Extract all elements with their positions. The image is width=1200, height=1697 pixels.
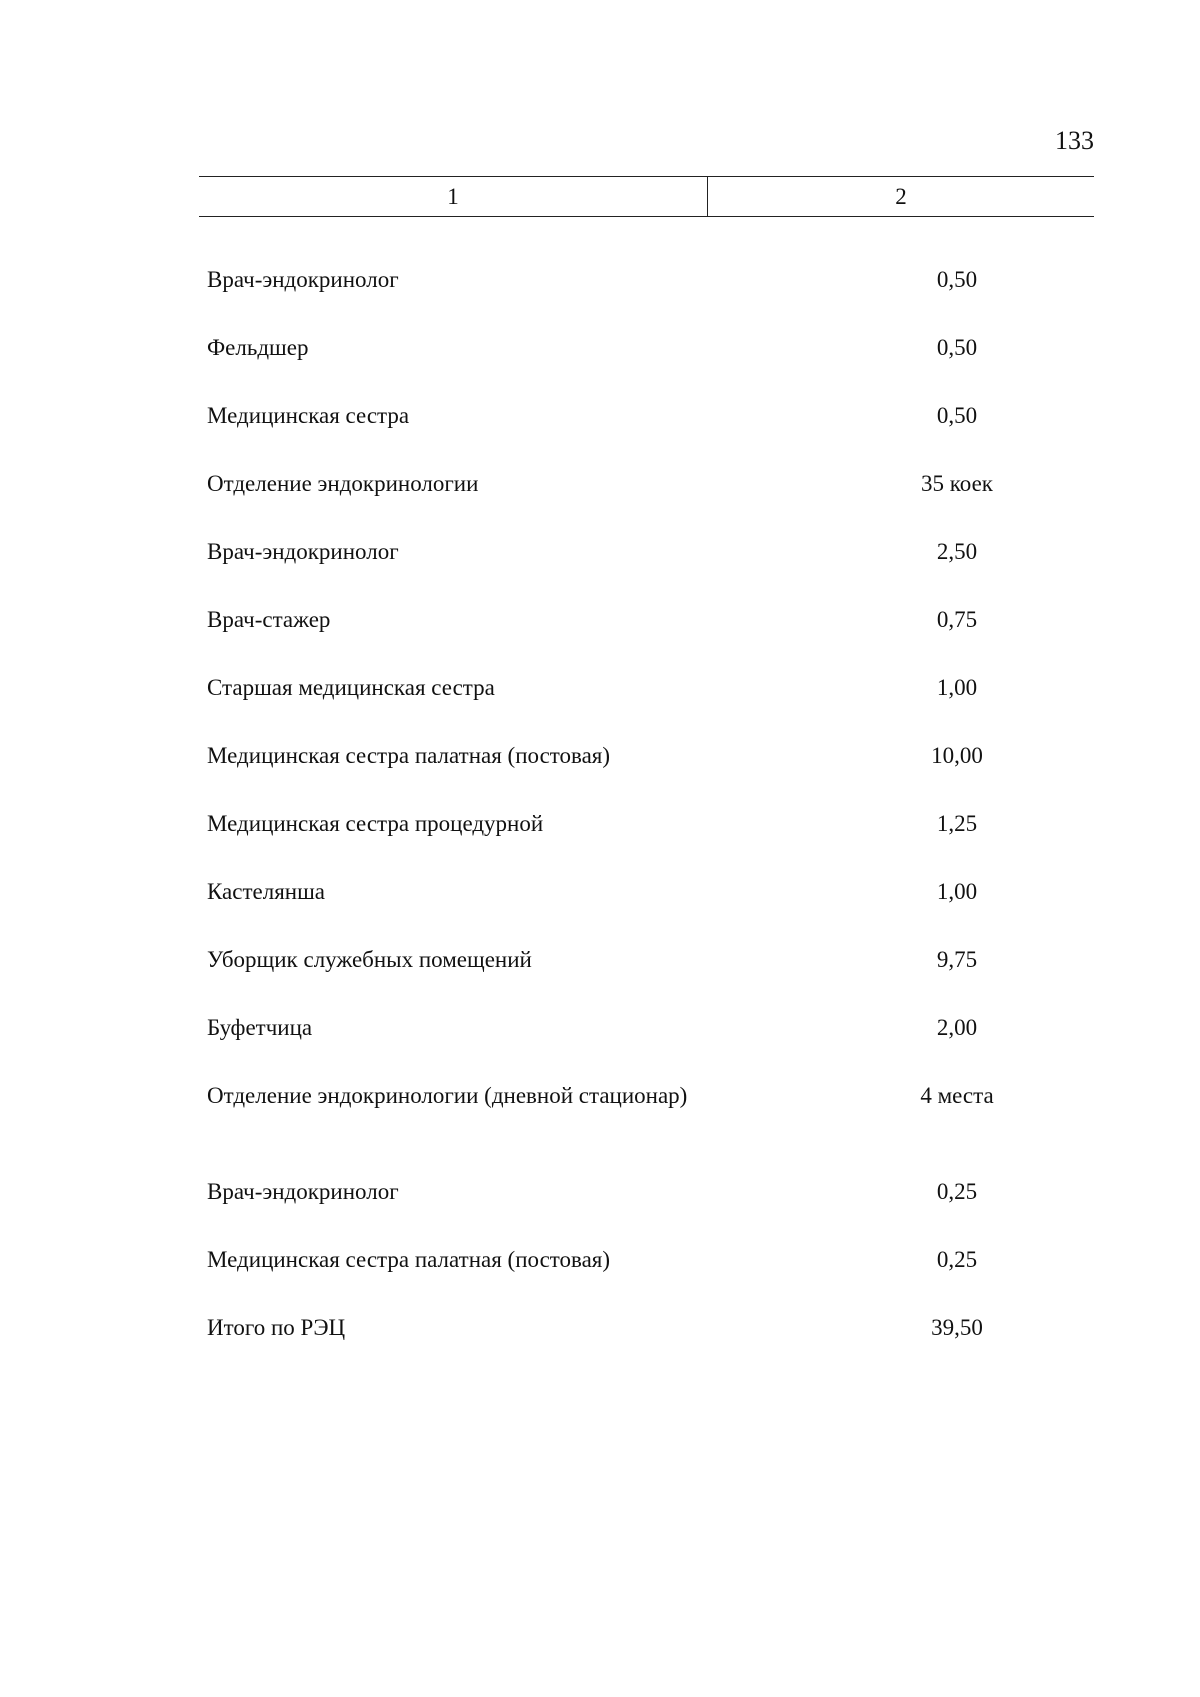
staff-units: 0,50 xyxy=(936,267,978,292)
position-name: Врач-эндокринолог xyxy=(207,1179,399,1204)
position-name: Медицинская сестра палатная (постовая) xyxy=(207,743,611,768)
department-name: Отделение эндокринологии xyxy=(207,471,479,496)
staff-units: 0,75 xyxy=(936,607,978,632)
staff-units: 1,00 xyxy=(936,879,978,904)
position-name: Медицинская сестра процедурной xyxy=(207,811,544,836)
staff-units: 2,00 xyxy=(936,1015,978,1040)
position-name: Врач-эндокринолог xyxy=(207,539,399,564)
column-header-1: 1 xyxy=(199,177,708,216)
staff-units: 1,00 xyxy=(936,675,978,700)
staff-units: 1,25 xyxy=(936,811,978,836)
staff-units: 2,50 xyxy=(936,539,978,564)
position-name: Врач-эндокринолог xyxy=(207,267,399,292)
bed-count: 35 коек xyxy=(921,471,993,496)
page-number: 133 xyxy=(1055,126,1094,155)
position-name: Медицинская сестра палатная (постовая) xyxy=(207,1247,611,1272)
staff-units: 0,50 xyxy=(936,335,978,360)
column-header-2: 2 xyxy=(895,183,907,209)
total-value: 39,50 xyxy=(931,1315,983,1340)
staff-units: 10,00 xyxy=(931,743,983,768)
department-name: Отделение эндокринологии (дневной стационар) xyxy=(207,1083,688,1108)
position-name: Медицинская сестра xyxy=(207,403,410,428)
position-name: Старшая медицинская сестра xyxy=(207,675,495,700)
position-name: Уборщик служебных помещений xyxy=(207,947,532,972)
place-count: 4 места xyxy=(920,1083,994,1108)
staff-units: 0,25 xyxy=(936,1247,978,1272)
position-name: Фельдшер xyxy=(207,335,309,360)
staff-units: 0,25 xyxy=(936,1179,978,1204)
position-name: Кастелянша xyxy=(207,879,325,904)
table-header xyxy=(199,176,1094,217)
staff-units: 9,75 xyxy=(936,947,978,972)
staff-units: 0,50 xyxy=(936,403,978,428)
total-label: Итого по РЭЦ xyxy=(207,1315,346,1340)
position-name: Буфетчица xyxy=(207,1015,313,1040)
position-name: Врач-стажер xyxy=(207,607,331,632)
